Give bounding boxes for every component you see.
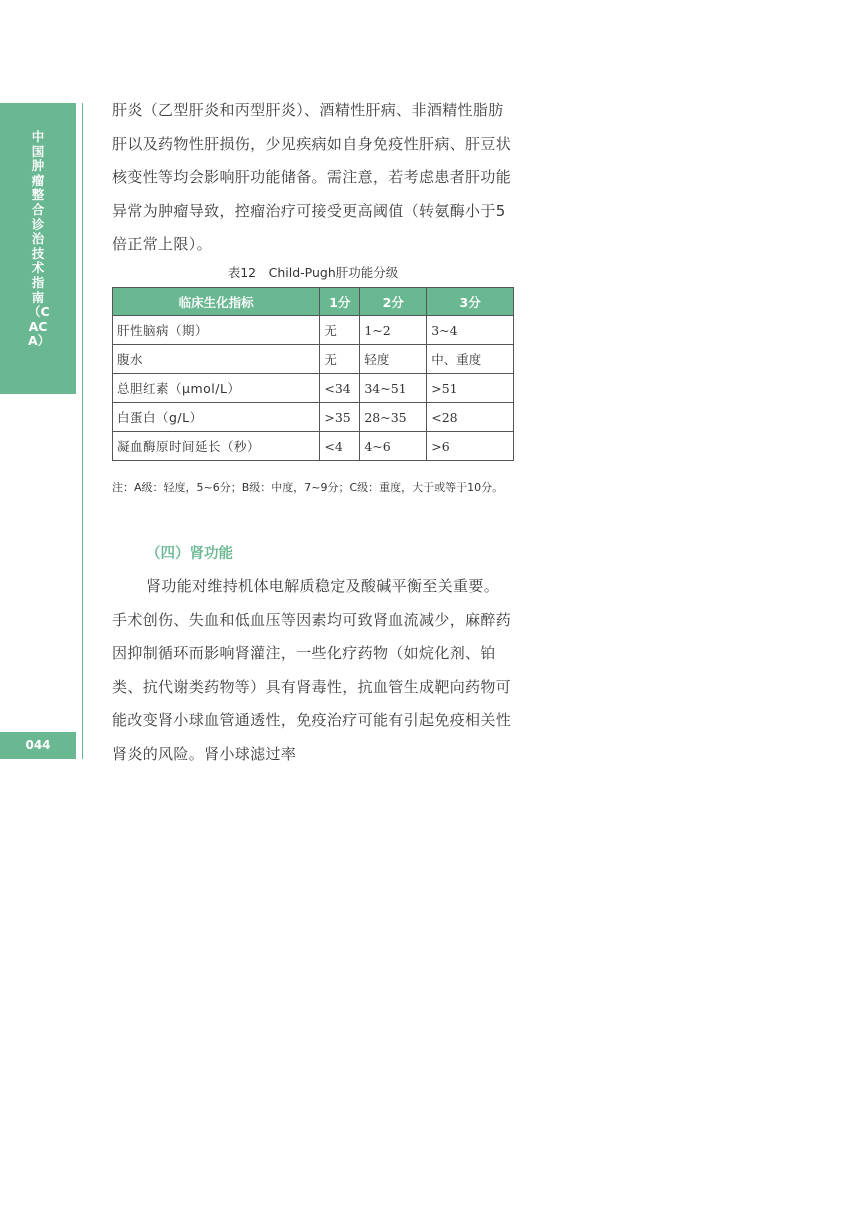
table-cell: 34~51 [360,374,427,403]
table-header-cell: 3分 [427,288,514,316]
table-header-cell: 2分 [360,288,427,316]
table-cell: 1~2 [360,316,427,345]
table-header-cell: 临床生化指标 [113,288,320,316]
table-row [113,316,514,345]
table-row [113,432,514,461]
table-cell: <4 [320,432,360,461]
margin-divider [82,103,83,759]
table-cell: 凝血酶原时间延长（秒） [113,432,320,461]
table-cell: <34 [320,374,360,403]
table-cell: 中、重度 [427,345,514,374]
paragraph-liver: 肝炎（乙型肝炎和丙型肝炎）、酒精性肝病、非酒精性脂肪肝以及药物性肝损伤，少见疾病如自身免疫性肝病、肝豆状核变性等均会影响肝功能储备。需注意，若考虑患者肝功能异常为肿瘤导致，控瘤治疗可接受更高阈值（转氨酶小于5倍正常上限）。 [112,101,512,253]
table-cell: 白蛋白（g/L） [113,403,320,432]
table-header-cell: 1分 [320,288,360,316]
table-cell: 28~35 [360,403,427,432]
table-cell: 无 [320,316,360,345]
table-cell: 肝性脑病（期） [113,316,320,345]
table-caption: 表12 Child-Pugh肝功能分级 [227,265,399,280]
table-cell: 无 [320,345,360,374]
table-cell: <28 [427,403,514,432]
section-heading: （四）肾功能 [146,546,233,562]
table-cell: 3~4 [427,316,514,345]
table-cell: >51 [427,374,514,403]
paragraph-kidney: 肾功能对维持机体电解质稳定及酸碱平衡至关重要。手术创伤、失血和低血压等因素均可致肾血流减少，麻醉药因抑制循环而影响肾灌注，一些化疗药物（如烷化剂、铂类、抗代谢类药物等）具有肾毒性，抗血管生成靶向药物可能改变肾小球血管通透性，免疫治疗可能有引起免疫相关性肾炎的风险。肾小球滤过率 [112,577,512,763]
table-cell: 腹水 [113,345,320,374]
child-pugh-table [112,287,514,461]
table-cell: >35 [320,403,360,432]
table-header-row [113,288,514,316]
table-cell: 总胆红素（μmol/L） [113,374,320,403]
sidebar-book-title: 中国肿瘤整合诊治技术指南（CACA） [28,129,51,349]
table-cell: 轻度 [360,345,427,374]
page-number: 044 [0,732,76,759]
table-row [113,345,514,374]
table-row [113,374,514,403]
table-row [113,403,514,432]
table-note: 注：A级：轻度，5~6分；B级：中度，7~9分；C级：重度，大于或等于10分。 [112,481,504,494]
table-cell: 4~6 [360,432,427,461]
table-cell: >6 [427,432,514,461]
